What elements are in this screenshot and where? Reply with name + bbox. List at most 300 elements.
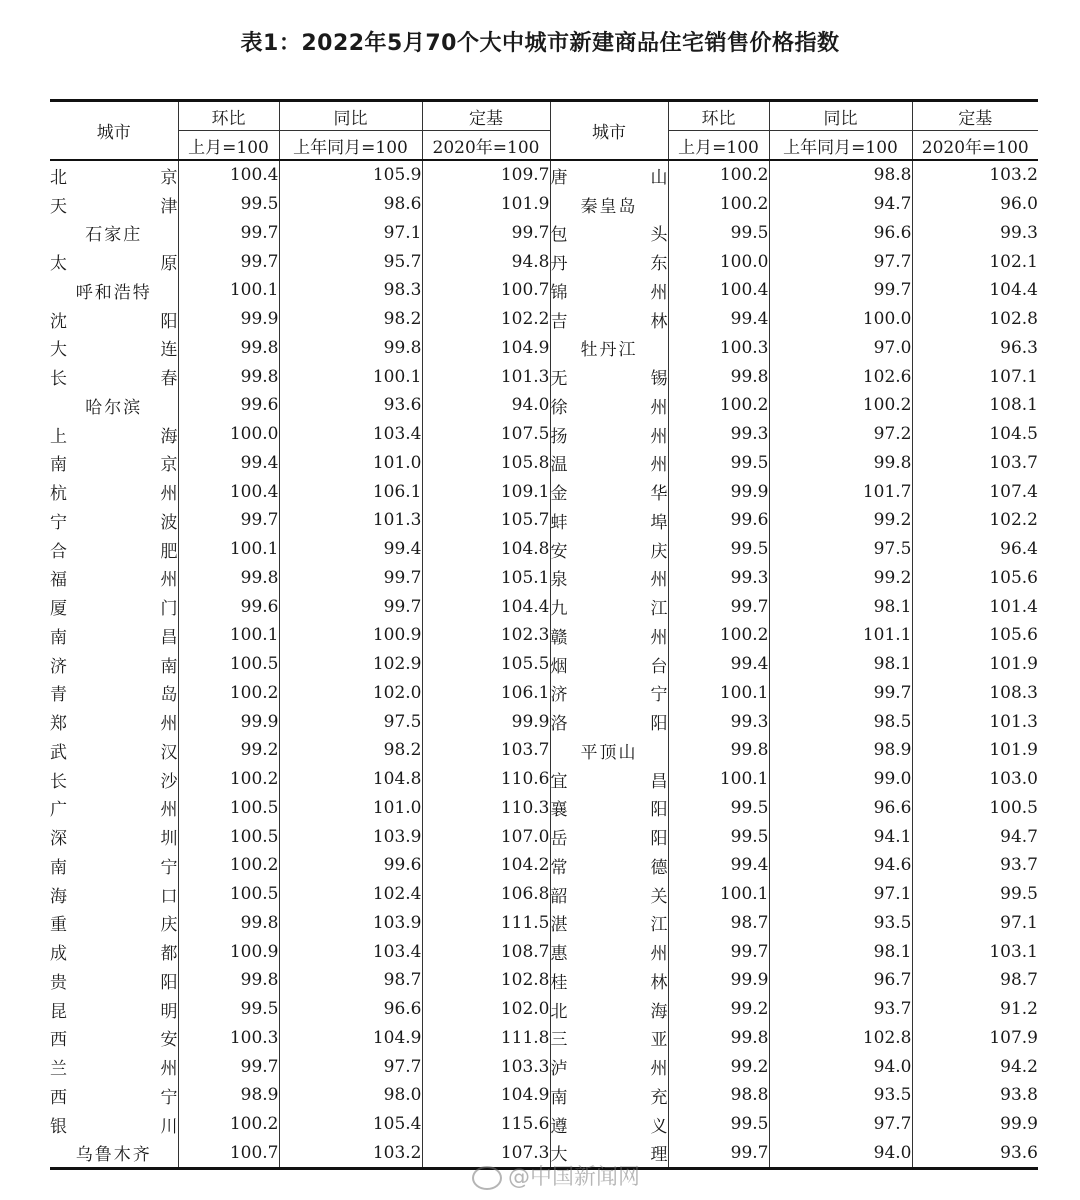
fixed-value: 103.1 xyxy=(912,937,1038,966)
city-name: 济 南 xyxy=(50,656,178,677)
table-row xyxy=(50,765,1038,794)
city-name-cell xyxy=(50,995,178,1024)
table-row xyxy=(50,391,1038,420)
fixed-value: 101.3 xyxy=(912,707,1038,736)
fixed-value: 107.1 xyxy=(912,362,1038,391)
fixed-value: 103.3 xyxy=(422,1052,550,1081)
mom-value: 98.9 xyxy=(178,1081,279,1110)
header-fixed-left: 定基 xyxy=(422,101,550,131)
city-name-cell xyxy=(550,1024,668,1053)
mom-value: 100.0 xyxy=(178,420,279,449)
yoy-value: 98.2 xyxy=(279,305,422,334)
fixed-value: 96.0 xyxy=(912,190,1038,219)
table-row xyxy=(50,420,1038,449)
fixed-value: 100.5 xyxy=(912,794,1038,823)
table-row xyxy=(50,966,1038,995)
city-name: 南 充 xyxy=(550,1087,668,1108)
city-name-cell xyxy=(50,276,178,305)
fixed-value: 115.6 xyxy=(422,1110,550,1139)
table-row xyxy=(50,707,1038,736)
city-name-cell xyxy=(50,420,178,449)
city-name: 沈 阳 xyxy=(50,311,178,332)
yoy-value: 100.1 xyxy=(279,362,422,391)
fixed-value: 107.0 xyxy=(422,822,550,851)
header-mom-base-right: 上月=100 xyxy=(668,131,769,161)
city-name: 吉 林 xyxy=(550,311,668,332)
city-name: 大 理 xyxy=(550,1145,668,1166)
table-row xyxy=(50,449,1038,478)
fixed-value: 102.8 xyxy=(422,966,550,995)
fixed-value: 105.7 xyxy=(422,506,550,535)
table-row xyxy=(50,822,1038,851)
mom-value: 99.9 xyxy=(668,477,769,506)
yoy-value: 99.7 xyxy=(279,592,422,621)
mom-value: 100.2 xyxy=(668,190,769,219)
mom-value: 100.2 xyxy=(178,1110,279,1139)
table-row xyxy=(50,564,1038,593)
city-name: 银 川 xyxy=(50,1116,178,1137)
yoy-value: 98.5 xyxy=(769,707,912,736)
table-row xyxy=(50,362,1038,391)
city-name: 蚌 埠 xyxy=(550,512,668,533)
city-name: 扬 州 xyxy=(550,426,668,447)
city-name-cell xyxy=(550,247,668,276)
fixed-value: 111.5 xyxy=(422,909,550,938)
yoy-value: 103.2 xyxy=(279,1139,422,1169)
table-row xyxy=(50,276,1038,305)
yoy-value: 93.5 xyxy=(769,909,912,938)
fixed-value: 93.7 xyxy=(912,851,1038,880)
fixed-value: 103.2 xyxy=(912,160,1038,190)
yoy-value: 100.9 xyxy=(279,621,422,650)
fixed-value: 94.8 xyxy=(422,247,550,276)
fixed-value: 106.8 xyxy=(422,880,550,909)
fixed-value: 96.4 xyxy=(912,535,1038,564)
table-row xyxy=(50,535,1038,564)
city-name: 昆 明 xyxy=(50,1001,178,1022)
city-name: 郑 州 xyxy=(50,714,178,735)
city-name: 平顶山 xyxy=(580,742,638,763)
city-name: 无 锡 xyxy=(550,369,668,390)
mom-value: 100.3 xyxy=(178,1024,279,1053)
mom-value: 99.7 xyxy=(668,937,769,966)
city-name-cell xyxy=(50,477,178,506)
city-name: 厦 门 xyxy=(50,599,178,620)
fixed-value: 97.1 xyxy=(912,909,1038,938)
header-yoy-base-left: 上年同月=100 xyxy=(279,131,422,161)
mom-value: 99.7 xyxy=(178,247,279,276)
yoy-value: 98.8 xyxy=(769,160,912,190)
city-name-cell xyxy=(550,707,668,736)
header-city-left: 城市 xyxy=(50,101,178,161)
city-name: 海 口 xyxy=(50,886,178,907)
mom-value: 99.7 xyxy=(668,592,769,621)
fixed-value: 104.9 xyxy=(422,334,550,363)
table-row xyxy=(50,160,1038,190)
mom-value: 100.5 xyxy=(178,794,279,823)
mom-value: 98.7 xyxy=(668,909,769,938)
city-name-cell xyxy=(50,535,178,564)
city-name: 重 庆 xyxy=(50,915,178,936)
yoy-value: 94.0 xyxy=(769,1139,912,1169)
city-name: 九 江 xyxy=(550,599,668,620)
fixed-value: 104.5 xyxy=(912,420,1038,449)
header-mom-base-left: 上月=100 xyxy=(178,131,279,161)
city-name: 哈尔滨 xyxy=(85,397,143,418)
city-name: 惠 州 xyxy=(550,944,668,965)
yoy-value: 101.0 xyxy=(279,794,422,823)
yoy-value: 98.6 xyxy=(279,190,422,219)
city-name-cell xyxy=(550,736,668,765)
city-name-cell xyxy=(50,449,178,478)
mom-value: 99.6 xyxy=(178,391,279,420)
yoy-value: 99.0 xyxy=(769,765,912,794)
fixed-value: 111.8 xyxy=(422,1024,550,1053)
city-name: 唐 山 xyxy=(550,167,668,188)
fixed-value: 103.7 xyxy=(912,449,1038,478)
city-name: 长 春 xyxy=(50,369,178,390)
mom-value: 99.8 xyxy=(668,1024,769,1053)
city-name: 包 头 xyxy=(550,225,668,246)
city-name: 烟 台 xyxy=(550,656,668,677)
mom-value: 100.5 xyxy=(178,650,279,679)
yoy-value: 102.9 xyxy=(279,650,422,679)
header-yoy-base-right: 上年同月=100 xyxy=(769,131,912,161)
mom-value: 99.5 xyxy=(668,535,769,564)
yoy-value: 98.3 xyxy=(279,276,422,305)
city-name-cell xyxy=(50,621,178,650)
city-name: 大 连 xyxy=(50,340,178,361)
table-row xyxy=(50,219,1038,248)
mom-value: 100.4 xyxy=(668,276,769,305)
mom-value: 100.5 xyxy=(178,880,279,909)
city-name-cell xyxy=(550,822,668,851)
fixed-value: 102.0 xyxy=(422,995,550,1024)
city-name-cell xyxy=(50,334,178,363)
mom-value: 100.1 xyxy=(668,679,769,708)
city-name: 金 华 xyxy=(550,484,668,505)
fixed-value: 94.2 xyxy=(912,1052,1038,1081)
city-name: 兰 州 xyxy=(50,1059,178,1080)
yoy-value: 101.7 xyxy=(769,477,912,506)
table-row xyxy=(50,794,1038,823)
yoy-value: 96.6 xyxy=(279,995,422,1024)
table-row xyxy=(50,477,1038,506)
fixed-value: 102.8 xyxy=(912,305,1038,334)
fixed-value: 101.4 xyxy=(912,592,1038,621)
city-name-cell xyxy=(550,650,668,679)
table-row xyxy=(50,909,1038,938)
table-row xyxy=(50,937,1038,966)
mom-value: 99.5 xyxy=(668,449,769,478)
mom-value: 99.5 xyxy=(668,822,769,851)
yoy-value: 97.2 xyxy=(769,420,912,449)
yoy-value: 96.6 xyxy=(769,794,912,823)
city-name: 济 宁 xyxy=(550,685,668,706)
fixed-value: 99.3 xyxy=(912,219,1038,248)
mom-value: 99.3 xyxy=(668,707,769,736)
fixed-value: 107.4 xyxy=(912,477,1038,506)
yoy-value: 101.0 xyxy=(279,449,422,478)
city-name: 长 沙 xyxy=(50,771,178,792)
city-name-cell xyxy=(550,420,668,449)
table-row xyxy=(50,650,1038,679)
yoy-value: 97.0 xyxy=(769,334,912,363)
city-name-cell xyxy=(50,219,178,248)
yoy-value: 93.7 xyxy=(769,995,912,1024)
mom-value: 99.2 xyxy=(668,1052,769,1081)
table-row xyxy=(50,506,1038,535)
yoy-value: 103.9 xyxy=(279,909,422,938)
yoy-value: 102.4 xyxy=(279,880,422,909)
yoy-value: 105.9 xyxy=(279,160,422,190)
yoy-value: 102.8 xyxy=(769,1024,912,1053)
mom-value: 100.0 xyxy=(668,247,769,276)
city-name: 太 原 xyxy=(50,254,178,275)
fixed-value: 99.5 xyxy=(912,880,1038,909)
city-name-cell xyxy=(550,449,668,478)
city-name: 深 圳 xyxy=(50,829,178,850)
page-title: 表1：2022年5月70个大中城市新建商品住宅销售价格指数 xyxy=(240,31,840,56)
fixed-value: 101.3 xyxy=(422,362,550,391)
yoy-value: 97.1 xyxy=(279,219,422,248)
city-name: 安 庆 xyxy=(550,541,668,562)
city-name: 徐 州 xyxy=(550,397,668,418)
city-name: 天 津 xyxy=(50,196,178,217)
city-name-cell xyxy=(550,1052,668,1081)
mom-value: 100.2 xyxy=(668,160,769,190)
yoy-value: 101.1 xyxy=(769,621,912,650)
city-name-cell xyxy=(550,937,668,966)
city-name-cell xyxy=(50,160,178,190)
table-row xyxy=(50,592,1038,621)
city-name-cell xyxy=(50,1110,178,1139)
table-body xyxy=(50,160,1038,1169)
mom-value: 100.1 xyxy=(178,535,279,564)
yoy-value: 99.2 xyxy=(769,564,912,593)
header-yoy-left: 同比 xyxy=(279,101,422,131)
city-name: 丹 东 xyxy=(550,254,668,275)
city-name-cell xyxy=(50,362,178,391)
city-name-cell xyxy=(50,736,178,765)
yoy-value: 98.7 xyxy=(279,966,422,995)
yoy-value: 96.6 xyxy=(769,219,912,248)
fixed-value: 99.9 xyxy=(422,707,550,736)
yoy-value: 97.5 xyxy=(769,535,912,564)
mom-value: 100.3 xyxy=(668,334,769,363)
city-name: 岳 阳 xyxy=(550,829,668,850)
header-fixed-base-left: 2020年=100 xyxy=(422,131,550,161)
mom-value: 100.1 xyxy=(178,276,279,305)
mom-value: 98.8 xyxy=(668,1081,769,1110)
table-row xyxy=(50,247,1038,276)
fixed-value: 104.4 xyxy=(422,592,550,621)
mom-value: 100.2 xyxy=(178,765,279,794)
watermark-text: @中国新闻网 xyxy=(508,1165,641,1190)
header-fixed-base-right: 2020年=100 xyxy=(912,131,1038,161)
city-name-cell xyxy=(50,506,178,535)
city-name: 乌鲁木齐 xyxy=(75,1145,152,1166)
yoy-value: 100.0 xyxy=(769,305,912,334)
fixed-value: 94.7 xyxy=(912,822,1038,851)
city-name: 泉 州 xyxy=(550,570,668,591)
table-row xyxy=(50,334,1038,363)
fixed-value: 93.8 xyxy=(912,1081,1038,1110)
city-name-cell xyxy=(550,909,668,938)
yoy-value: 99.7 xyxy=(279,564,422,593)
city-name: 桂 林 xyxy=(550,972,668,993)
city-name-cell xyxy=(50,822,178,851)
yoy-value: 97.5 xyxy=(279,707,422,736)
fixed-value: 109.7 xyxy=(422,160,550,190)
mom-value: 99.4 xyxy=(668,851,769,880)
city-name: 福 州 xyxy=(50,570,178,591)
fixed-value: 103.7 xyxy=(422,736,550,765)
table-row xyxy=(50,305,1038,334)
yoy-value: 104.8 xyxy=(279,765,422,794)
yoy-value: 103.4 xyxy=(279,937,422,966)
mom-value: 100.1 xyxy=(178,621,279,650)
city-name: 成 都 xyxy=(50,944,178,965)
fixed-value: 101.9 xyxy=(912,736,1038,765)
header-city-right: 城市 xyxy=(550,101,668,161)
city-name-cell xyxy=(550,190,668,219)
city-name-cell xyxy=(50,765,178,794)
yoy-value: 98.1 xyxy=(769,650,912,679)
city-name-cell xyxy=(550,851,668,880)
fixed-value: 104.9 xyxy=(422,1081,550,1110)
city-name-cell xyxy=(550,276,668,305)
city-name-cell xyxy=(550,535,668,564)
city-name-cell xyxy=(50,851,178,880)
city-name: 南 宁 xyxy=(50,857,178,878)
city-name: 合 肥 xyxy=(50,541,178,562)
mom-value: 100.4 xyxy=(178,160,279,190)
mom-value: 99.7 xyxy=(178,219,279,248)
yoy-value: 93.6 xyxy=(279,391,422,420)
yoy-value: 104.9 xyxy=(279,1024,422,1053)
mom-value: 99.9 xyxy=(668,966,769,995)
fixed-value: 104.2 xyxy=(422,851,550,880)
yoy-value: 102.0 xyxy=(279,679,422,708)
city-name: 上 海 xyxy=(50,426,178,447)
city-name-cell xyxy=(50,707,178,736)
yoy-value: 106.1 xyxy=(279,477,422,506)
city-name-cell xyxy=(550,794,668,823)
city-name: 北 海 xyxy=(550,1001,668,1022)
yoy-value: 94.6 xyxy=(769,851,912,880)
fixed-value: 101.9 xyxy=(422,190,550,219)
fixed-value: 105.1 xyxy=(422,564,550,593)
mom-value: 100.5 xyxy=(178,822,279,851)
city-name-cell xyxy=(50,305,178,334)
fixed-value: 105.5 xyxy=(422,650,550,679)
table-row xyxy=(50,679,1038,708)
city-name-cell xyxy=(50,650,178,679)
city-name: 北 京 xyxy=(50,167,178,188)
city-name-cell xyxy=(550,966,668,995)
city-name: 襄 阳 xyxy=(550,800,668,821)
city-name: 武 汉 xyxy=(50,742,178,763)
fixed-value: 100.7 xyxy=(422,276,550,305)
yoy-value: 98.2 xyxy=(279,736,422,765)
mom-value: 99.4 xyxy=(668,650,769,679)
city-name: 西 安 xyxy=(50,1030,178,1051)
mom-value: 99.9 xyxy=(178,707,279,736)
table-row xyxy=(50,1052,1038,1081)
city-name-cell xyxy=(50,190,178,219)
city-name: 韶 关 xyxy=(550,886,668,907)
city-name: 常 德 xyxy=(550,857,668,878)
mom-value: 100.9 xyxy=(178,937,279,966)
table-row xyxy=(50,995,1038,1024)
city-name-cell xyxy=(550,995,668,1024)
mom-value: 99.8 xyxy=(178,909,279,938)
yoy-value: 105.4 xyxy=(279,1110,422,1139)
fixed-value: 99.7 xyxy=(422,219,550,248)
yoy-value: 95.7 xyxy=(279,247,422,276)
fixed-value: 101.9 xyxy=(912,650,1038,679)
yoy-value: 99.7 xyxy=(769,276,912,305)
table-row xyxy=(50,621,1038,650)
table-row xyxy=(50,190,1038,219)
mom-value: 99.9 xyxy=(178,305,279,334)
city-name: 贵 阳 xyxy=(50,972,178,993)
city-name-cell xyxy=(550,592,668,621)
yoy-value: 99.2 xyxy=(769,506,912,535)
yoy-value: 98.0 xyxy=(279,1081,422,1110)
fixed-value: 94.0 xyxy=(422,391,550,420)
city-name-cell xyxy=(50,909,178,938)
table-row xyxy=(50,880,1038,909)
fixed-value: 102.1 xyxy=(912,247,1038,276)
city-name: 锦 州 xyxy=(550,282,668,303)
mom-value: 99.7 xyxy=(178,1052,279,1081)
mom-value: 99.7 xyxy=(668,1139,769,1169)
city-name-cell xyxy=(550,1081,668,1110)
mom-value: 100.7 xyxy=(178,1139,279,1169)
city-name-cell xyxy=(550,765,668,794)
city-name-cell xyxy=(50,247,178,276)
city-name: 秦皇岛 xyxy=(580,196,638,217)
fixed-value: 110.6 xyxy=(422,765,550,794)
city-name-cell xyxy=(50,1139,178,1169)
mom-value: 99.4 xyxy=(668,305,769,334)
yoy-value: 102.6 xyxy=(769,362,912,391)
mom-value: 99.3 xyxy=(668,564,769,593)
fixed-value: 105.6 xyxy=(912,621,1038,650)
city-name-cell xyxy=(550,477,668,506)
yoy-value: 99.4 xyxy=(279,535,422,564)
yoy-value: 97.7 xyxy=(769,247,912,276)
mom-value: 99.8 xyxy=(178,362,279,391)
mom-value: 99.8 xyxy=(668,736,769,765)
city-name: 南 昌 xyxy=(50,627,178,648)
weibo-logo-icon xyxy=(472,1166,502,1190)
yoy-value: 97.1 xyxy=(769,880,912,909)
fixed-value: 107.9 xyxy=(912,1024,1038,1053)
city-name-cell xyxy=(550,219,668,248)
fixed-value: 104.8 xyxy=(422,535,550,564)
yoy-value: 96.7 xyxy=(769,966,912,995)
city-name: 南 京 xyxy=(50,455,178,476)
city-name: 杭 州 xyxy=(50,484,178,505)
yoy-value: 98.1 xyxy=(769,592,912,621)
watermark xyxy=(472,1160,640,1191)
city-name-cell xyxy=(50,966,178,995)
mom-value: 99.8 xyxy=(178,334,279,363)
city-name-cell xyxy=(50,592,178,621)
